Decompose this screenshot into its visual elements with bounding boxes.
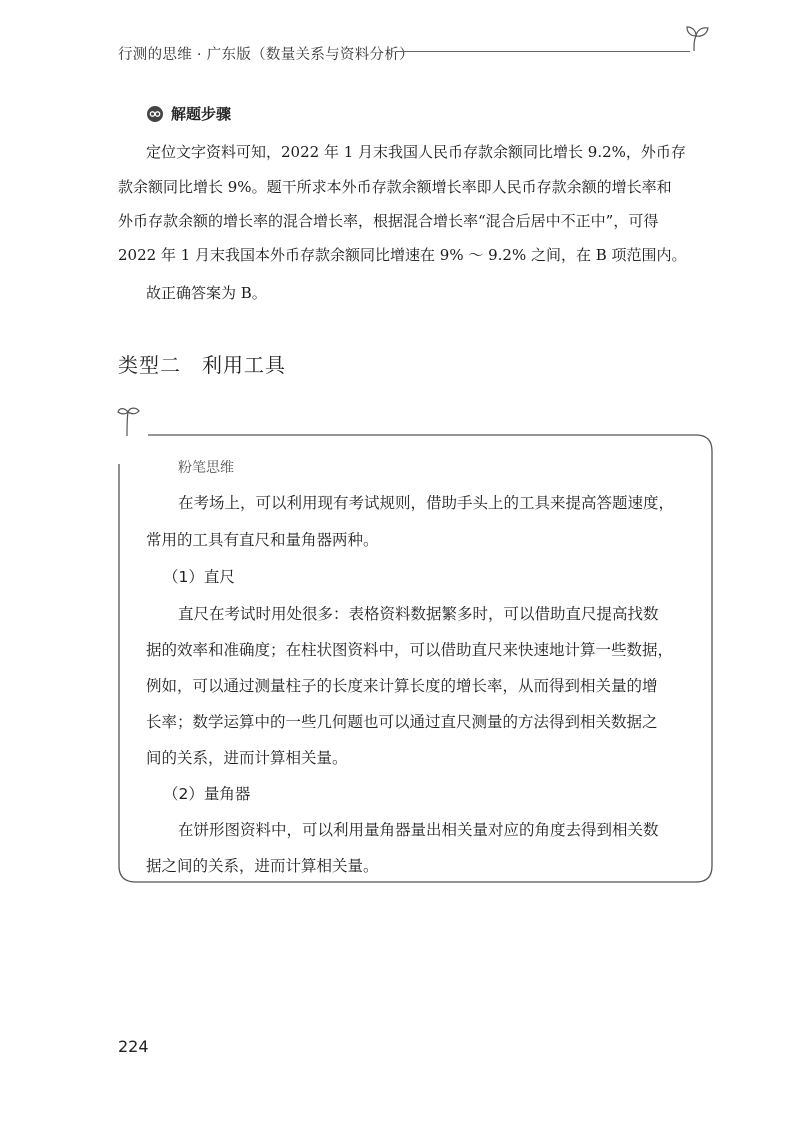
tip-box-line: 直尺在考试时用处很多：表格资料数据繁多时，可以借助直尺提高找数 bbox=[178, 605, 659, 623]
solution-line: 定位文字资料可知，2022 年 1 月末我国人民币存款余额同比增长 9.2%，外币存 bbox=[146, 143, 686, 161]
section-title: 类型二 利用工具 bbox=[118, 353, 286, 377]
tip-box-line: 例如，可以通过测量柱子的长度来计算长度的增长率，从而得到相关量的增 bbox=[146, 677, 658, 695]
tip-box-line: 据之间的关系，进而计算相关量。 bbox=[146, 857, 379, 875]
tip-box-line: 常用的工具有直尺和量角器两种。 bbox=[146, 531, 379, 549]
tip-box-line: 在考场上，可以利用现有考试规则，借助手头上的工具来提高答题速度， bbox=[178, 494, 675, 512]
header-rule bbox=[396, 51, 690, 52]
tip-box-subheading: （1）直尺 bbox=[163, 568, 235, 586]
solution-line: 2022 年 1 月末我国本外币存款余额同比增速在 9% ～ 9.2% 之间，在 B 项范围内。 bbox=[118, 246, 687, 264]
page-number: 224 bbox=[118, 1037, 149, 1056]
solution-heading: 解题步骤 bbox=[171, 105, 232, 123]
running-header: 行测的思维 · 广东版（数量关系与资料分析） bbox=[118, 47, 414, 63]
tip-box-subheading: （2）量角器 bbox=[163, 785, 251, 803]
tip-box-line: 长率；数学运算中的一些几何题也可以通过直尺测量的方法得到相关数据之 bbox=[146, 713, 658, 731]
tip-box-line: 据的效率和准确度；在柱状图资料中，可以借助直尺来快速地计算一些数据， bbox=[146, 641, 674, 659]
solution-line: 款余额同比增长 9%。题干所求本外币存款余额增长率即人民币存款余额的增长率和 bbox=[118, 178, 672, 196]
solution-line: 外币存款余额的增长率的混合增长率，根据混合增长率“混合后居中不正中”，可得 bbox=[118, 212, 659, 230]
steps-icon bbox=[147, 106, 163, 122]
tip-box-line: 在饼形图资料中，可以利用量角器量出相关量对应的角度去得到相关数 bbox=[178, 821, 659, 839]
tip-box-line: 间的关系，进而计算相关量。 bbox=[146, 749, 348, 767]
tip-box-label: 粉笔思维 bbox=[178, 460, 234, 476]
answer-line: 故正确答案为 B。 bbox=[146, 284, 267, 302]
sprout-icon bbox=[684, 22, 718, 52]
